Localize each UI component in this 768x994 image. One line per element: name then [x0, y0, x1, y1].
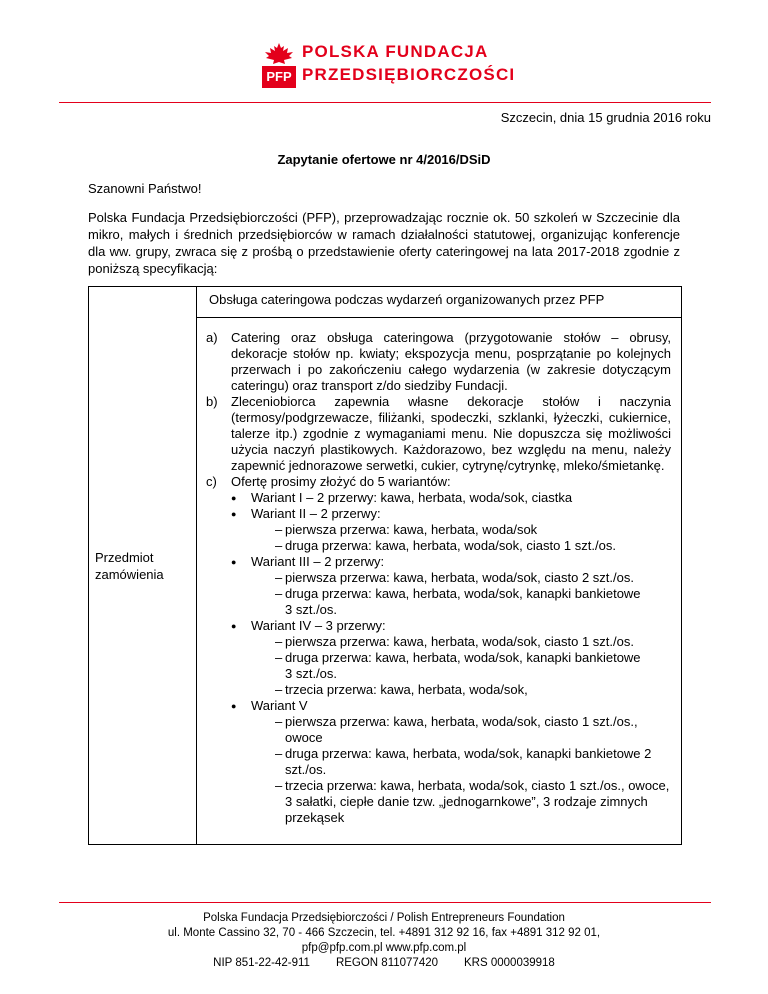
- requirement-letter: c): [206, 474, 217, 489]
- requirement-item: [206, 394, 671, 474]
- break-text: pierwsza przerwa: kawa, herbata, woda/sok, ciasto 2 szt./os.: [285, 570, 634, 585]
- dash-icon: –: [275, 714, 283, 729]
- break-text: trzecia przerwa: kawa, herbata, woda/sok,: [285, 682, 528, 697]
- specification-table: [88, 286, 682, 845]
- break-item: [275, 778, 671, 794]
- bullet-icon: ●: [231, 509, 237, 519]
- break-text-continued: szt./os.: [285, 762, 327, 777]
- bullet-icon: ●: [231, 557, 237, 567]
- break-text: druga przerwa: kawa, herbata, woda/sok, ciasto 1 szt./os.: [285, 538, 616, 553]
- logo-mark: [262, 42, 296, 88]
- dash-icon: –: [275, 650, 283, 665]
- footer-address: ul. Monte Cassino 32, 70 - 466 Szczecin, tel. +4891 312 92 16, fax +4891 312 92 01,: [167, 927, 601, 939]
- bullet-icon: ●: [231, 701, 237, 711]
- break-item: [275, 682, 671, 698]
- break-text: druga przerwa: kawa, herbata, woda/sok, kanapki bankietowe: [285, 586, 641, 601]
- logo-line-2: PRZEDSIĘBIORCZOŚCI: [302, 65, 516, 84]
- break-item: [275, 714, 671, 730]
- dash-icon: –: [275, 538, 283, 553]
- footer-rule: [59, 902, 711, 903]
- break-text: pierwsza przerwa: kawa, herbata, woda/sok, ciasto 1 szt./os.,: [285, 714, 638, 729]
- dash-icon: –: [275, 522, 283, 537]
- break-text: trzecia przerwa: kawa, herbata, woda/sok, ciasto 1 szt./os., owoce,: [285, 778, 670, 793]
- row-label: Przedmiot zamówienia: [95, 549, 164, 582]
- greeting: Szanowni Państwo!: [88, 181, 202, 196]
- break-text: druga przerwa: kawa, herbata, woda/sok, kanapki bankietowe: [285, 650, 641, 665]
- requirement-item: [206, 474, 671, 490]
- intro-paragraph: Polska Fundacja Przedsiębiorczości (PFP), przeprowadzając rocznie ok. 50 szkoleń w Szczecinie dla mikro, małych i średnich przedsiębiorców w ramach działalności statutowej, organizując konferencje dla ww. grupy, zwraca się z prośbą o przedstawienie oferty cateringowej na lata 2017-2018 zgodnie z poniższą specyfikacją:: [88, 210, 680, 276]
- break-text: druga przerwa: kawa, herbata, woda/sok, kanapki bankietowe 2: [285, 746, 652, 761]
- dash-icon: –: [275, 586, 283, 601]
- bullet-icon: ●: [231, 493, 237, 503]
- variant-item: [231, 618, 671, 634]
- row-label-cell: [89, 287, 197, 845]
- requirement-text: Ofertę prosimy złożyć do 5 wariantów:: [231, 474, 451, 489]
- logo-badge: PFP: [262, 66, 296, 88]
- document-title: Zapytanie ofertowe nr 4/2016/DSiD: [277, 152, 491, 167]
- break-item: [275, 650, 671, 666]
- footer-ids: [0, 956, 768, 971]
- break-text: pierwsza przerwa: kawa, herbata, woda/sok: [285, 522, 538, 537]
- break-item: [275, 746, 671, 762]
- variant-name: Wariant III – 2 przerwy:: [251, 554, 385, 569]
- dash-icon: –: [275, 634, 283, 649]
- requirement-letter: a): [206, 330, 218, 345]
- variant-name: Wariant V: [251, 698, 308, 713]
- footer-nip: NIP 851-22-42-911: [213, 957, 310, 969]
- requirement-letter: b): [206, 394, 218, 409]
- footer-krs: KRS 0000039918: [464, 957, 555, 969]
- variant-name: Wariant I – 2 przerwy: kawa, herbata, woda/sok, ciastka: [251, 490, 573, 505]
- variants-list: [231, 490, 671, 826]
- document-date: Szczecin, dnia 15 grudnia 2016 roku: [500, 110, 711, 125]
- foundation-logo: [262, 42, 516, 90]
- service-details: [197, 318, 682, 845]
- bullet-icon: ●: [231, 621, 237, 631]
- variant-item: [231, 506, 671, 522]
- break-text-continued: owoce: [285, 730, 323, 745]
- maple-leaf-icon: [262, 42, 296, 66]
- dash-icon: –: [275, 682, 283, 697]
- break-item: [275, 586, 671, 602]
- break-item: [275, 634, 671, 650]
- requirements-list: [206, 330, 671, 490]
- dash-icon: –: [275, 778, 283, 793]
- footer: [0, 911, 768, 971]
- service-header: Obsługa cateringowa podczas wydarzeń organizowanych przez PFP: [197, 287, 682, 318]
- break-text-continued: 3 szt./os.: [285, 602, 338, 617]
- requirement-text: Zleceniobiorca zapewnia własne dekoracje stołów i naczynia (termosy/podgrzewacze, filiżanki, spodeczki, szklanki, łyżeczki, cukiernice, talerze itp.) zgodnie z wymaganiami menu. Nie dopuszcza się możliwości użycia naczyń plastikowych. Każdorazowo, bez względu na menu, należy zapewnić jednorazowe serwetki, cukier, cytrynę/cytrynkę, mleko/śmietankę.: [231, 394, 671, 473]
- footer-org: Polska Fundacja Przedsiębiorczości / Polish Entrepreneurs Foundation: [203, 912, 565, 924]
- break-text-continued: 3 szt./os.: [285, 666, 338, 681]
- footer-contact: pfp@pfp.com.pl www.pfp.com.pl: [301, 942, 467, 954]
- requirement-item: [206, 330, 671, 394]
- dash-icon: –: [275, 746, 283, 761]
- variant-item: [231, 554, 671, 570]
- footer-regon: REGON 811077420: [335, 957, 439, 969]
- break-text-continued: 3 sałatki, ciepłe danie tzw. „jednogarnkowe”, 3 rodzaje zimnych przekąsek: [285, 794, 648, 825]
- break-item: [275, 522, 671, 538]
- logo-line-1: POLSKA FUNDACJA: [302, 42, 489, 61]
- variant-item: [231, 698, 671, 714]
- requirement-text: Catering oraz obsługa cateringowa (przygotowanie stołów – obrusy, dekoracje stołów np. kwiaty; ekspozycja menu, posprzątanie po kolejnych przerwach i po zakończeniu całego wydarzenia (w zakresie dotyczącym cateringu) oraz transport z/do siedziby Fundacji.: [231, 330, 671, 393]
- break-item: [275, 570, 671, 586]
- dash-icon: –: [275, 570, 283, 585]
- variant-name: Wariant IV – 3 przerwy:: [251, 618, 386, 633]
- break-item: [275, 538, 671, 554]
- variant-name: Wariant II – 2 przerwy:: [251, 506, 381, 521]
- header-rule: [59, 102, 711, 103]
- break-text: pierwsza przerwa: kawa, herbata, woda/sok, ciasto 1 szt./os.: [285, 634, 634, 649]
- variant-item: [231, 490, 671, 506]
